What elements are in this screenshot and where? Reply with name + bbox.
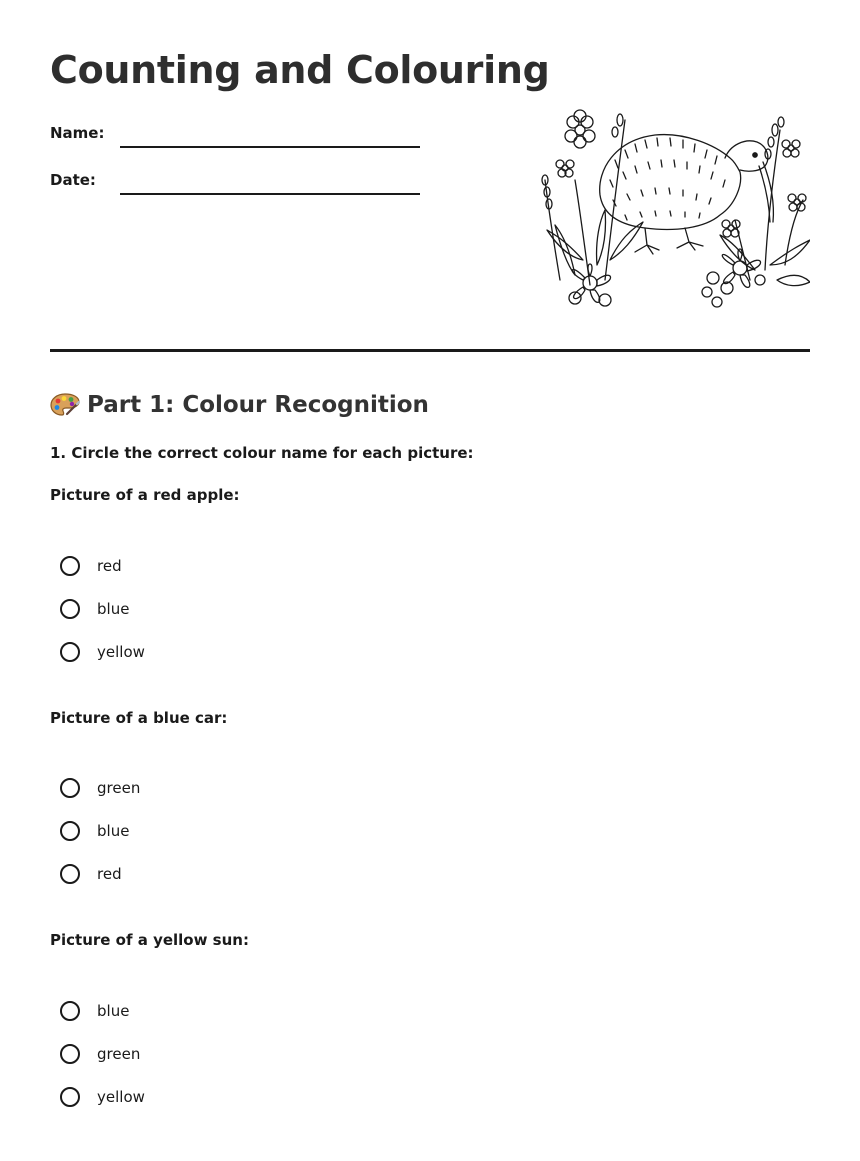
option-blue[interactable] [60, 596, 129, 622]
part1-title: Part 1: Colour Recognition [87, 392, 429, 418]
option-label: blue [97, 822, 130, 840]
option-blue[interactable] [60, 998, 129, 1024]
option-label: blue [97, 600, 130, 618]
part1-heading [50, 388, 429, 422]
radio-circle-icon[interactable] [60, 778, 80, 798]
option-label: blue [97, 1002, 130, 1020]
worksheet-page [50, 0, 810, 1161]
option-red[interactable] [60, 861, 122, 887]
radio-circle-icon[interactable] [60, 1087, 80, 1107]
option-yellow[interactable] [60, 1084, 145, 1110]
name-label: Name: [50, 124, 105, 142]
radio-circle-icon[interactable] [60, 599, 80, 619]
instruction-text: 1. Circle the correct colour name for each picture: [50, 444, 474, 462]
date-label: Date: [50, 171, 96, 189]
radio-circle-icon[interactable] [60, 642, 80, 662]
name-write-line[interactable] [120, 146, 420, 148]
option-label: red [97, 865, 122, 883]
radio-circle-icon[interactable] [60, 556, 80, 576]
question-label: Picture of a yellow sun: [50, 931, 249, 949]
option-label: yellow [97, 1088, 145, 1106]
radio-circle-icon[interactable] [60, 1044, 80, 1064]
option-green[interactable] [60, 1041, 140, 1067]
date-field[interactable] [50, 167, 420, 197]
name-field[interactable] [50, 120, 420, 150]
kiwi-bird-illustration [535, 100, 810, 315]
radio-circle-icon[interactable] [60, 1001, 80, 1021]
option-red[interactable] [60, 553, 122, 579]
option-label: yellow [97, 643, 145, 661]
option-green[interactable] [60, 775, 140, 801]
question-label: Picture of a red apple: [50, 486, 240, 504]
date-write-line[interactable] [120, 193, 420, 195]
option-label: red [97, 557, 122, 575]
option-label: green [97, 779, 141, 797]
artist-palette-icon [50, 392, 80, 418]
option-blue[interactable] [60, 818, 129, 844]
radio-circle-icon[interactable] [60, 864, 80, 884]
option-yellow[interactable] [60, 639, 145, 665]
header-divider [50, 349, 810, 352]
radio-circle-icon[interactable] [60, 821, 80, 841]
option-label: green [97, 1045, 141, 1063]
question-label: Picture of a blue car: [50, 709, 228, 727]
page-title: Counting and Colouring [50, 48, 550, 92]
